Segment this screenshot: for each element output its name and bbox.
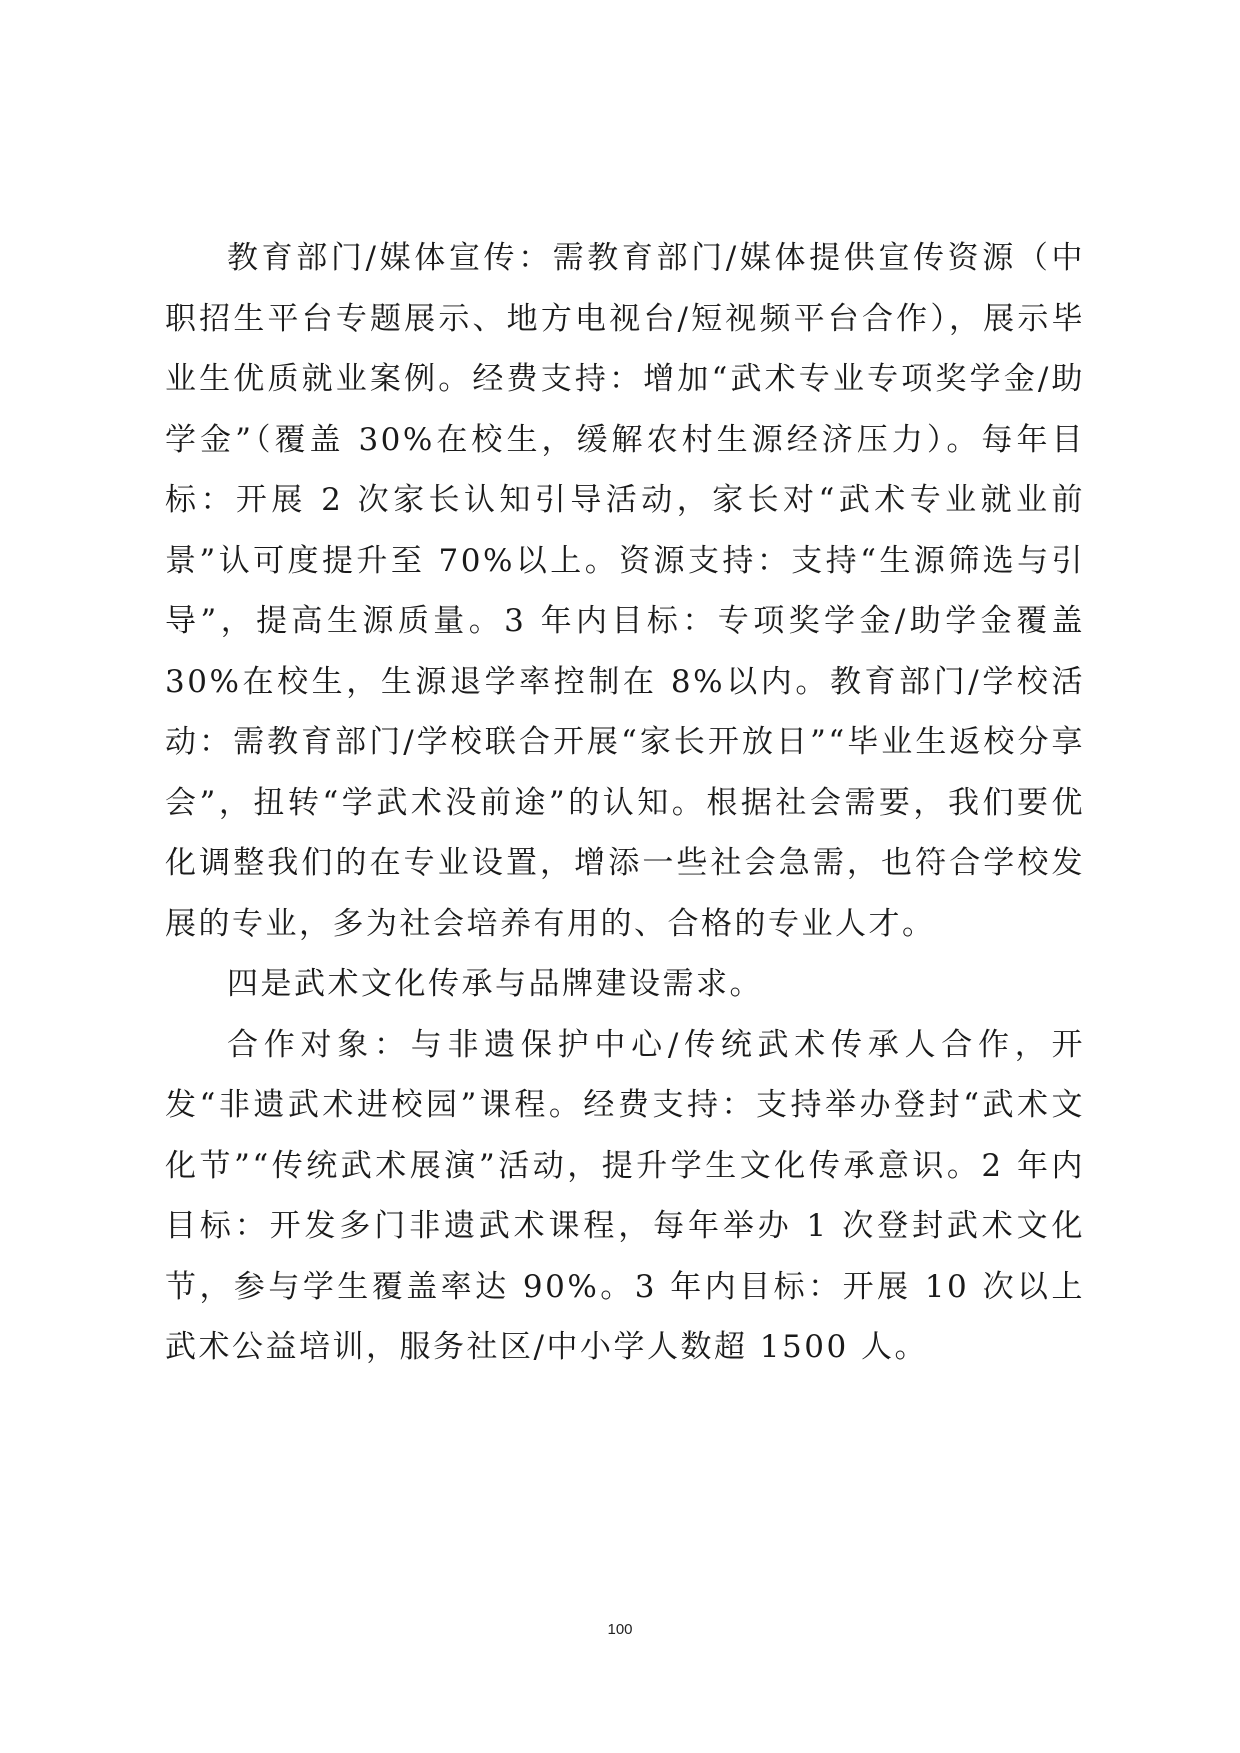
paragraph-section-heading-heritage: 四是武术文化传承与品牌建设需求。: [227, 966, 763, 1002]
paragraph-heritage-cooperation: 合作对象：与非遗保护中心/传统武术传承人合作，开发“非遗武术进校园”课程。经费支持：支持举办登封“武术文化节”“传统武术展演”活动，提升学生文化传承意识。2 年内目标：开发多门非遗武术课程，每年举办 1 次登封武术文化节，参与学生覆盖率达 90%。3 年内目标：开展 10 次以上武术公益培训，服务社区/中小学人数超 1500 人。: [165, 1026, 1085, 1365]
paragraph-publicity-and-funding: 教育部门/媒体宣传：需教育部门/媒体提供宣传资源（中职招生平台专题展示、地方电视台/短视频平台合作），展示毕业生优质就业案例。经费支持：增加“武术专业专项奖学金/助学金”（覆盖 30%在校生，缓解农村生源经济压力）。每年目标：开展 2 次家长认知引导活动，家长对“武术专业就业前景”认可度提升至 70%以上。资源支持：支持“生源筛选与引导”，提高生源质量。3 年内目标：专项奖学金/助学金覆盖 30%在校生，生源退学率控制在 8%以内。教育部门/学校活动：需教育部门/学校联合开展“家长开放日”“毕业生返校分享会”，扭转“学武术没前途”的认知。根据社会需要，我们要优化调整我们的在专业设置，增添一些社会急需，也符合学校发展的专业，多为社会培养有用的、合格的专业人才。: [165, 240, 1085, 942]
body-text: [165, 228, 1085, 1378]
page-number: 100: [607, 1621, 633, 1638]
